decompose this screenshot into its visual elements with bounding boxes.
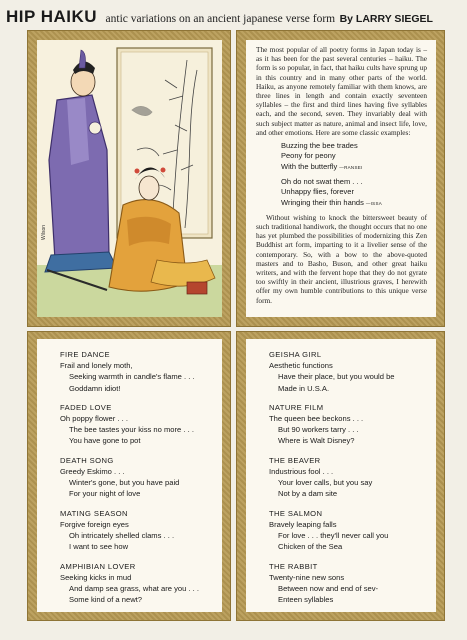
haiku-the-salmon xyxy=(269,508,395,553)
haiku-fire-dance xyxy=(60,349,199,394)
right-haiku-panel xyxy=(246,339,436,612)
classic-poem-1 xyxy=(281,141,427,173)
author-byline: By LARRY SIEGEL xyxy=(339,13,433,25)
haiku-geisha-girl xyxy=(269,349,395,394)
intro-panel xyxy=(246,40,436,317)
haiku-line: Where is Walt Disney? xyxy=(278,436,355,446)
haiku-line: Between now and end of sev- xyxy=(278,583,379,593)
hair-ornament xyxy=(135,169,140,174)
haiku-line: Seeking warmth in candle's flame . . . xyxy=(69,372,195,382)
haiku-line: Twenty-nine new sons xyxy=(269,572,345,582)
robe-crest xyxy=(89,122,101,134)
classic-poem-2 xyxy=(281,177,427,209)
haiku-line: For love . . . they'll never call you xyxy=(278,530,389,540)
poem-line: Unhappy flies, forever xyxy=(281,187,354,197)
haiku-death-song xyxy=(60,455,199,500)
haiku-mating-season xyxy=(60,508,199,553)
haiku-line: Not by a dam site xyxy=(278,489,338,499)
haiku-line: Frail and lonely moth, xyxy=(60,361,133,370)
haiku-line: Greedy Eskimo . . . xyxy=(60,466,125,476)
poem-line-text: With the butterfly xyxy=(281,161,338,171)
poem-line: Oh do not swat them . . . xyxy=(281,176,363,186)
haiku-the-rabbit xyxy=(269,561,395,606)
intro-text xyxy=(256,45,427,305)
haiku-title: MATING SEASON xyxy=(60,508,128,518)
poem-attribution: —RANSEI xyxy=(339,164,363,170)
geisha-illustration xyxy=(37,40,222,317)
haiku-list-right xyxy=(269,349,395,613)
samurai-hat xyxy=(79,50,86,68)
haiku-line: Oh poppy flower . . . xyxy=(60,413,128,423)
haiku-title: THE BEAVER xyxy=(269,455,321,465)
title-subtitle: antic variations on an ancient japanese verse form xyxy=(105,13,336,25)
haiku-title: FIRE DANCE xyxy=(60,350,110,359)
poem-line-last xyxy=(281,162,427,173)
haiku-line: But 90 workers tarry . . . xyxy=(278,425,359,435)
samurai-geisha-drawing xyxy=(37,40,222,317)
left-haiku-panel xyxy=(37,339,222,612)
haiku-line: Have their place, but you would be xyxy=(278,372,395,382)
poem-line: Buzzing the bee trades xyxy=(281,141,358,151)
haiku-title: AMPHIBIAN LOVER xyxy=(60,561,136,571)
poem-line-text: Wringing their thin hands xyxy=(281,197,364,207)
haiku-line: The queen bee beckons . . . xyxy=(269,413,364,423)
tea-table xyxy=(187,282,207,294)
haiku-amphibian-lover xyxy=(60,561,199,606)
haiku-line: Aesthetic functions xyxy=(269,361,333,370)
haiku-line: Industrious fool . . . xyxy=(269,466,334,476)
haiku-line: Your lover calls, but you say xyxy=(278,478,373,488)
haiku-line: Bravely leaping falls xyxy=(269,519,337,529)
intro-paragraph-1: The most popular of all poetry forms in Japan today is – as it has been for the past several centuries – haiku. The form is so popular, in fact, that haiku cults have sprung up in this country and in many other parts of the world. Haiku, as anyone remotely familiar with them knows, are three lines in length and contain exactly seventeen syllables – the first and third lines having five syllables each, and the second, seven. They invariably deal with such subject matter as nature, animal and insect life, love, and other emotions. Here are some classic examples: xyxy=(256,45,427,137)
haiku-the-beaver xyxy=(269,455,395,500)
poem-attribution: —ISSA xyxy=(365,200,383,206)
haiku-title: NATURE FILM xyxy=(269,402,324,412)
haiku-title: FADED LOVE xyxy=(60,402,112,412)
haiku-title: DEATH SONG xyxy=(60,455,114,465)
hair-ornament-2 xyxy=(161,168,166,173)
haiku-line: And damp sea grass, what are you . . . xyxy=(69,583,200,593)
haiku-title: GEISHA GIRL xyxy=(269,350,322,359)
haiku-line: You have gone to pot xyxy=(69,436,141,446)
page-header xyxy=(6,7,461,29)
haiku-line: Some kind of a newt? xyxy=(69,595,143,605)
haiku-list-left xyxy=(60,349,199,613)
haiku-line: The bee tastes your kiss no more . . . xyxy=(69,425,194,435)
haiku-line: Seeking kicks in mud xyxy=(60,572,132,582)
haiku-line: Forgive foreign eyes xyxy=(60,519,129,529)
magazine-title: HIP HAIKU xyxy=(6,7,98,26)
samurai-hakama xyxy=(45,252,117,272)
haiku-line: For your night of love xyxy=(69,489,141,499)
haiku-line: Made in U.S.A. xyxy=(278,383,330,393)
haiku-line: Enteen syllables xyxy=(278,595,334,605)
haiku-line: Winter's gone, but you have paid xyxy=(69,478,180,488)
haiku-faded-love xyxy=(60,402,199,447)
haiku-title: THE RABBIT xyxy=(269,561,318,571)
haiku-line: Chicken of the Sea xyxy=(278,542,343,552)
haiku-nature-film xyxy=(269,402,395,447)
poem-line-last xyxy=(281,198,427,209)
haiku-title: THE SALMON xyxy=(269,508,323,518)
haiku-line: I want to see how xyxy=(69,542,129,552)
haiku-line: Goddamn idiot! xyxy=(69,383,121,393)
artist-signature: Wilson xyxy=(41,224,47,240)
intro-paragraph-2: Without wishing to knock the bittersweet beauty of such traditional handiwork, the thought occurs that no one has yet plumbed the possibilities of modernizing this Zen Buddhist art form, imparting to it a livelier sense of the contemporary. So, with a bow to the above-quoted masters and to Basho, Buson, and other great haiku writers, and with the fervent hope that they do not gyrate too swiftly in their ancient, illustrious graves, I herewith offer my own humble contributions to this unique verse form. xyxy=(256,212,427,305)
geisha-face xyxy=(139,176,159,200)
poem-line: Peony for peony xyxy=(281,151,336,161)
haiku-line: Oh intricately shelled clams . . . xyxy=(69,530,175,540)
